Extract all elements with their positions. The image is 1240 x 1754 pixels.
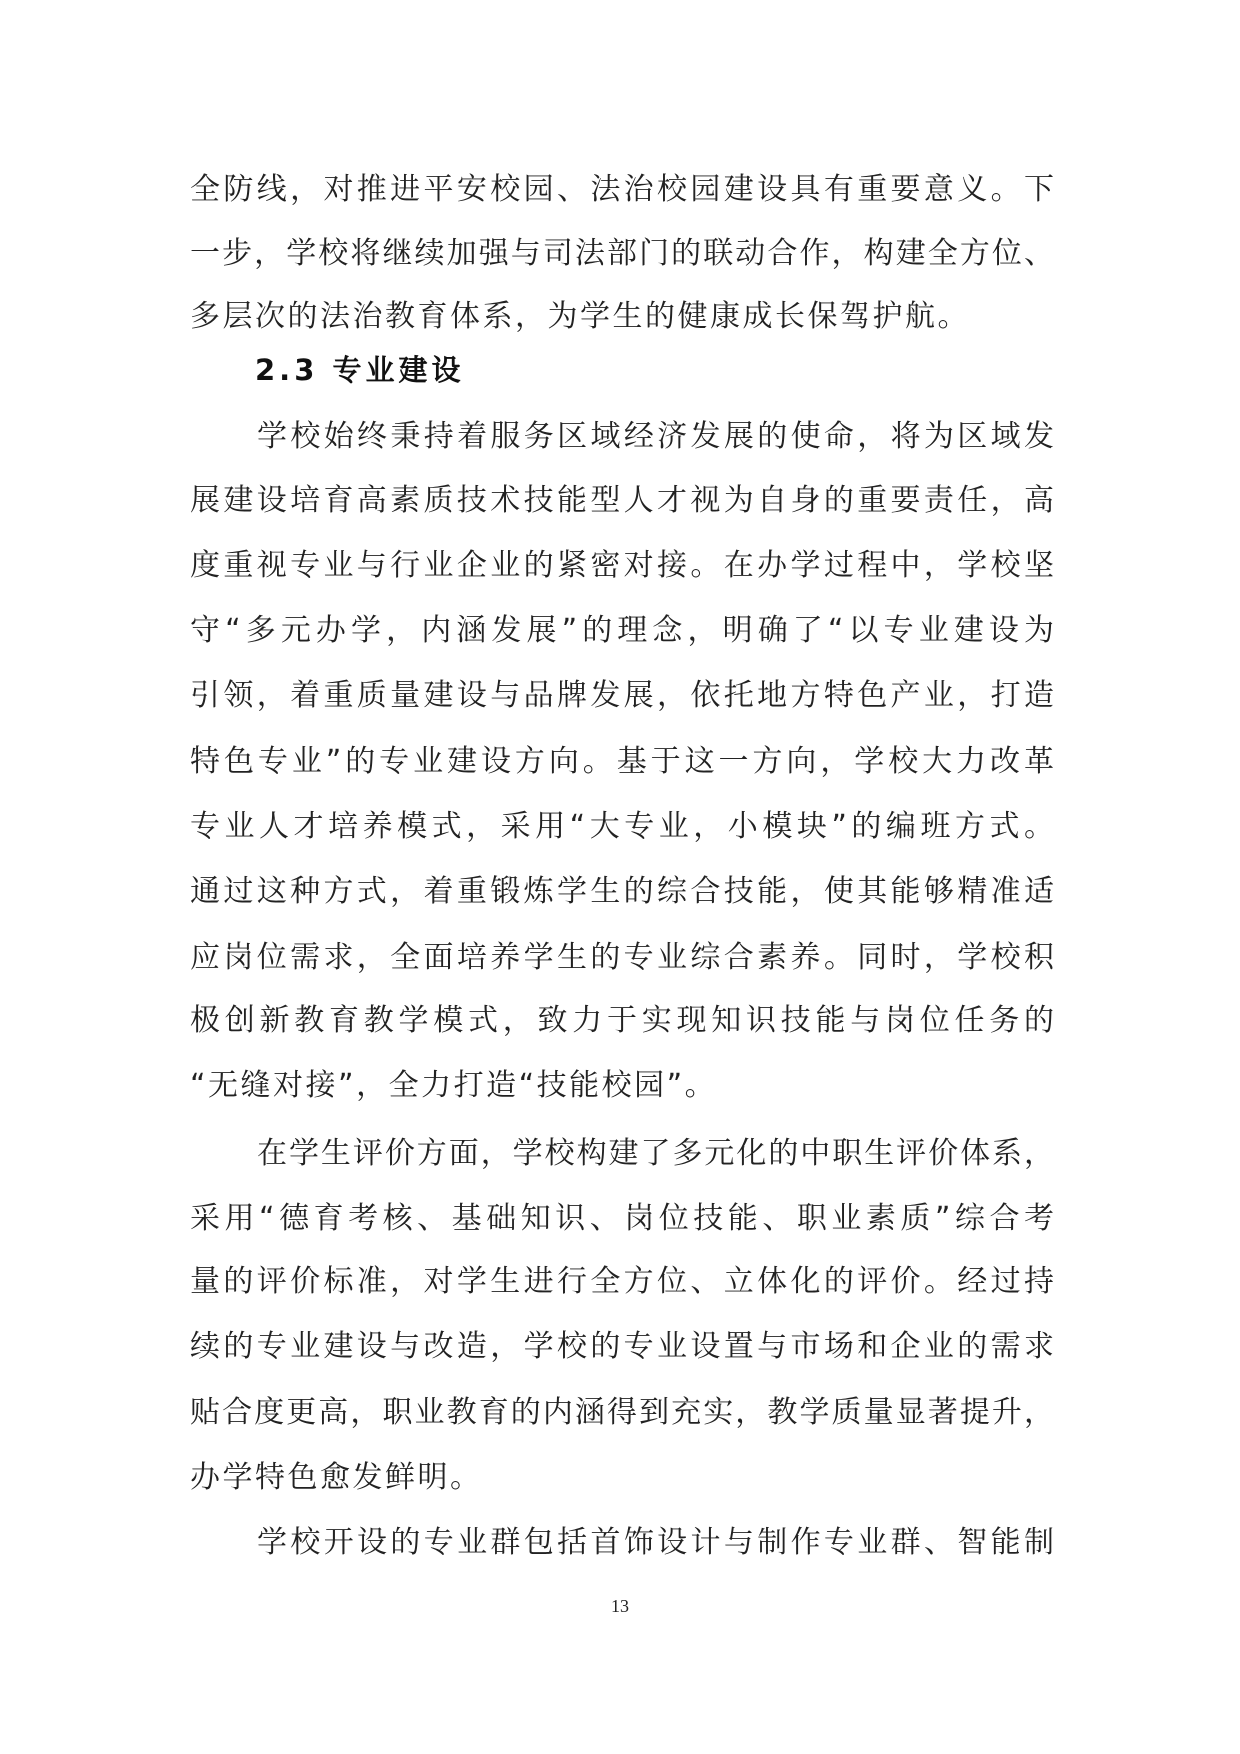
section-heading: 2.3 专业建设 bbox=[255, 353, 465, 387]
paragraph-line: 通过这种方式，着重锻炼学生的综合技能，使其能够精准适 bbox=[190, 874, 1054, 909]
paragraph-line: 办学特色愈发鲜明。 bbox=[190, 1460, 483, 1495]
paragraph-line: “无缝对接”，全力打造“技能校园”。 bbox=[190, 1068, 718, 1103]
paragraph-line: 在学生评价方面，学校构建了多元化的中职生评价体系， bbox=[257, 1136, 1054, 1171]
paragraph-line: 学校始终秉持着服务区域经济发展的使命，将为区域发 bbox=[257, 419, 1054, 454]
paragraph-line: 度重视专业与行业企业的紧密对接。在办学过程中，学校坚 bbox=[190, 548, 1054, 583]
paragraph-line: 特色专业”的专业建设方向。基于这一方向，学校大力改革 bbox=[190, 744, 1054, 779]
paragraph-line: 展建设培育高素质技术技能型人才视为自身的重要责任，高 bbox=[190, 483, 1054, 518]
paragraph-line: 应岗位需求，全面培养学生的专业综合素养。同时，学校积 bbox=[190, 940, 1054, 975]
paragraph-line: 续的专业建设与改造，学校的专业设置与市场和企业的需求 bbox=[190, 1329, 1054, 1364]
paragraph-line: 全防线，对推进平安校园、法治校园建设具有重要意义。下 bbox=[190, 172, 1054, 207]
paragraph-line: 采用“德育考核、基础知识、岗位技能、职业素质”综合考 bbox=[190, 1201, 1054, 1236]
paragraph-line: 守“多元办学，内涵发展”的理念，明确了“以专业建设为 bbox=[190, 613, 1054, 648]
paragraph-line: 贴合度更高，职业教育的内涵得到充实，教学质量显著提升， bbox=[190, 1395, 1054, 1430]
page-number: 13 bbox=[611, 1596, 629, 1616]
paragraph-line: 专业人才培养模式，采用“大专业，小模块”的编班方式。 bbox=[190, 809, 1054, 844]
paragraph-line: 量的评价标准，对学生进行全方位、立体化的评价。经过持 bbox=[190, 1264, 1054, 1299]
paragraph-line: 多层次的法治教育体系，为学生的健康成长保驾护航。 bbox=[190, 299, 970, 334]
paragraph-line: 一步，学校将继续加强与司法部门的联动合作，构建全方位、 bbox=[190, 236, 1054, 271]
paragraph-line: 极创新教育教学模式，致力于实现知识技能与岗位任务的 bbox=[190, 1003, 1054, 1038]
paragraph-line: 引领，着重质量建设与品牌发展，依托地方特色产业，打造 bbox=[190, 678, 1054, 713]
paragraph-line: 学校开设的专业群包括首饰设计与制作专业群、智能制 bbox=[257, 1525, 1054, 1560]
